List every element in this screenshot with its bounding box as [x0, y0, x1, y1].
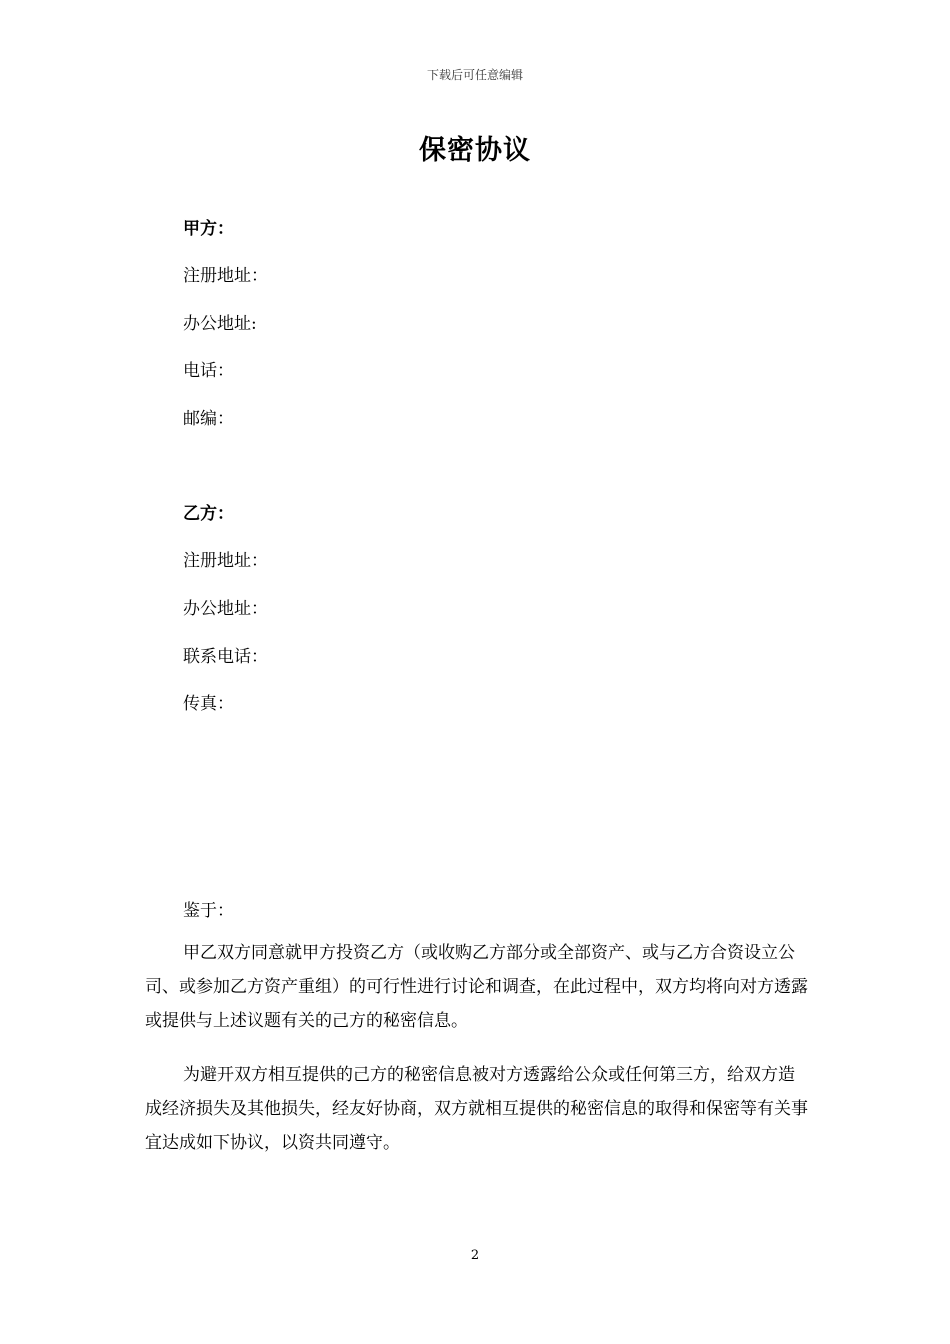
party-b-registered-address: 注册地址： [183, 551, 268, 571]
paragraph-2-text: 为避开双方相互提供的己方的秘密信息被对方透露给公众或任何第三方，给双方造成经济损失及其他损失，经友好协商，双方就相互提供的秘密信息的取得和保密等有关事宜达成如下协议，以资共同遵守。 [145, 1065, 808, 1153]
party-b-contact-phone: 联系电话： [183, 647, 268, 667]
page-header-note: 下载后可任意编辑 [426, 68, 523, 82]
party-b-office-address: 办公地址： [183, 599, 268, 619]
party-b-label: 乙方： [183, 504, 234, 524]
paragraph-1 [145, 936, 810, 1038]
party-a-registered-address: 注册地址： [183, 266, 268, 286]
paragraph-1-text: 甲乙双方同意就甲方投资乙方（或收购乙方部分或全部资产、或与乙方合资设立公司、或参加乙方资产重组）的可行性进行讨论和调查，在此过程中，双方均将向对方透露或提供与上述议题有关的己方的秘密信息。 [145, 943, 808, 1031]
paragraph-2 [145, 1058, 810, 1160]
party-a-label: 甲方： [183, 219, 234, 239]
party-a-office-address: 办公地址: [183, 314, 257, 334]
party-b-fax: 传真： [183, 694, 234, 714]
party-a-postcode: 邮编： [183, 409, 234, 429]
party-a-phone: 电话： [183, 361, 234, 381]
page-number: 2 [470, 1248, 480, 1263]
whereas-label: 鉴于： [183, 901, 234, 921]
document-title: 保密协议 [419, 135, 531, 166]
